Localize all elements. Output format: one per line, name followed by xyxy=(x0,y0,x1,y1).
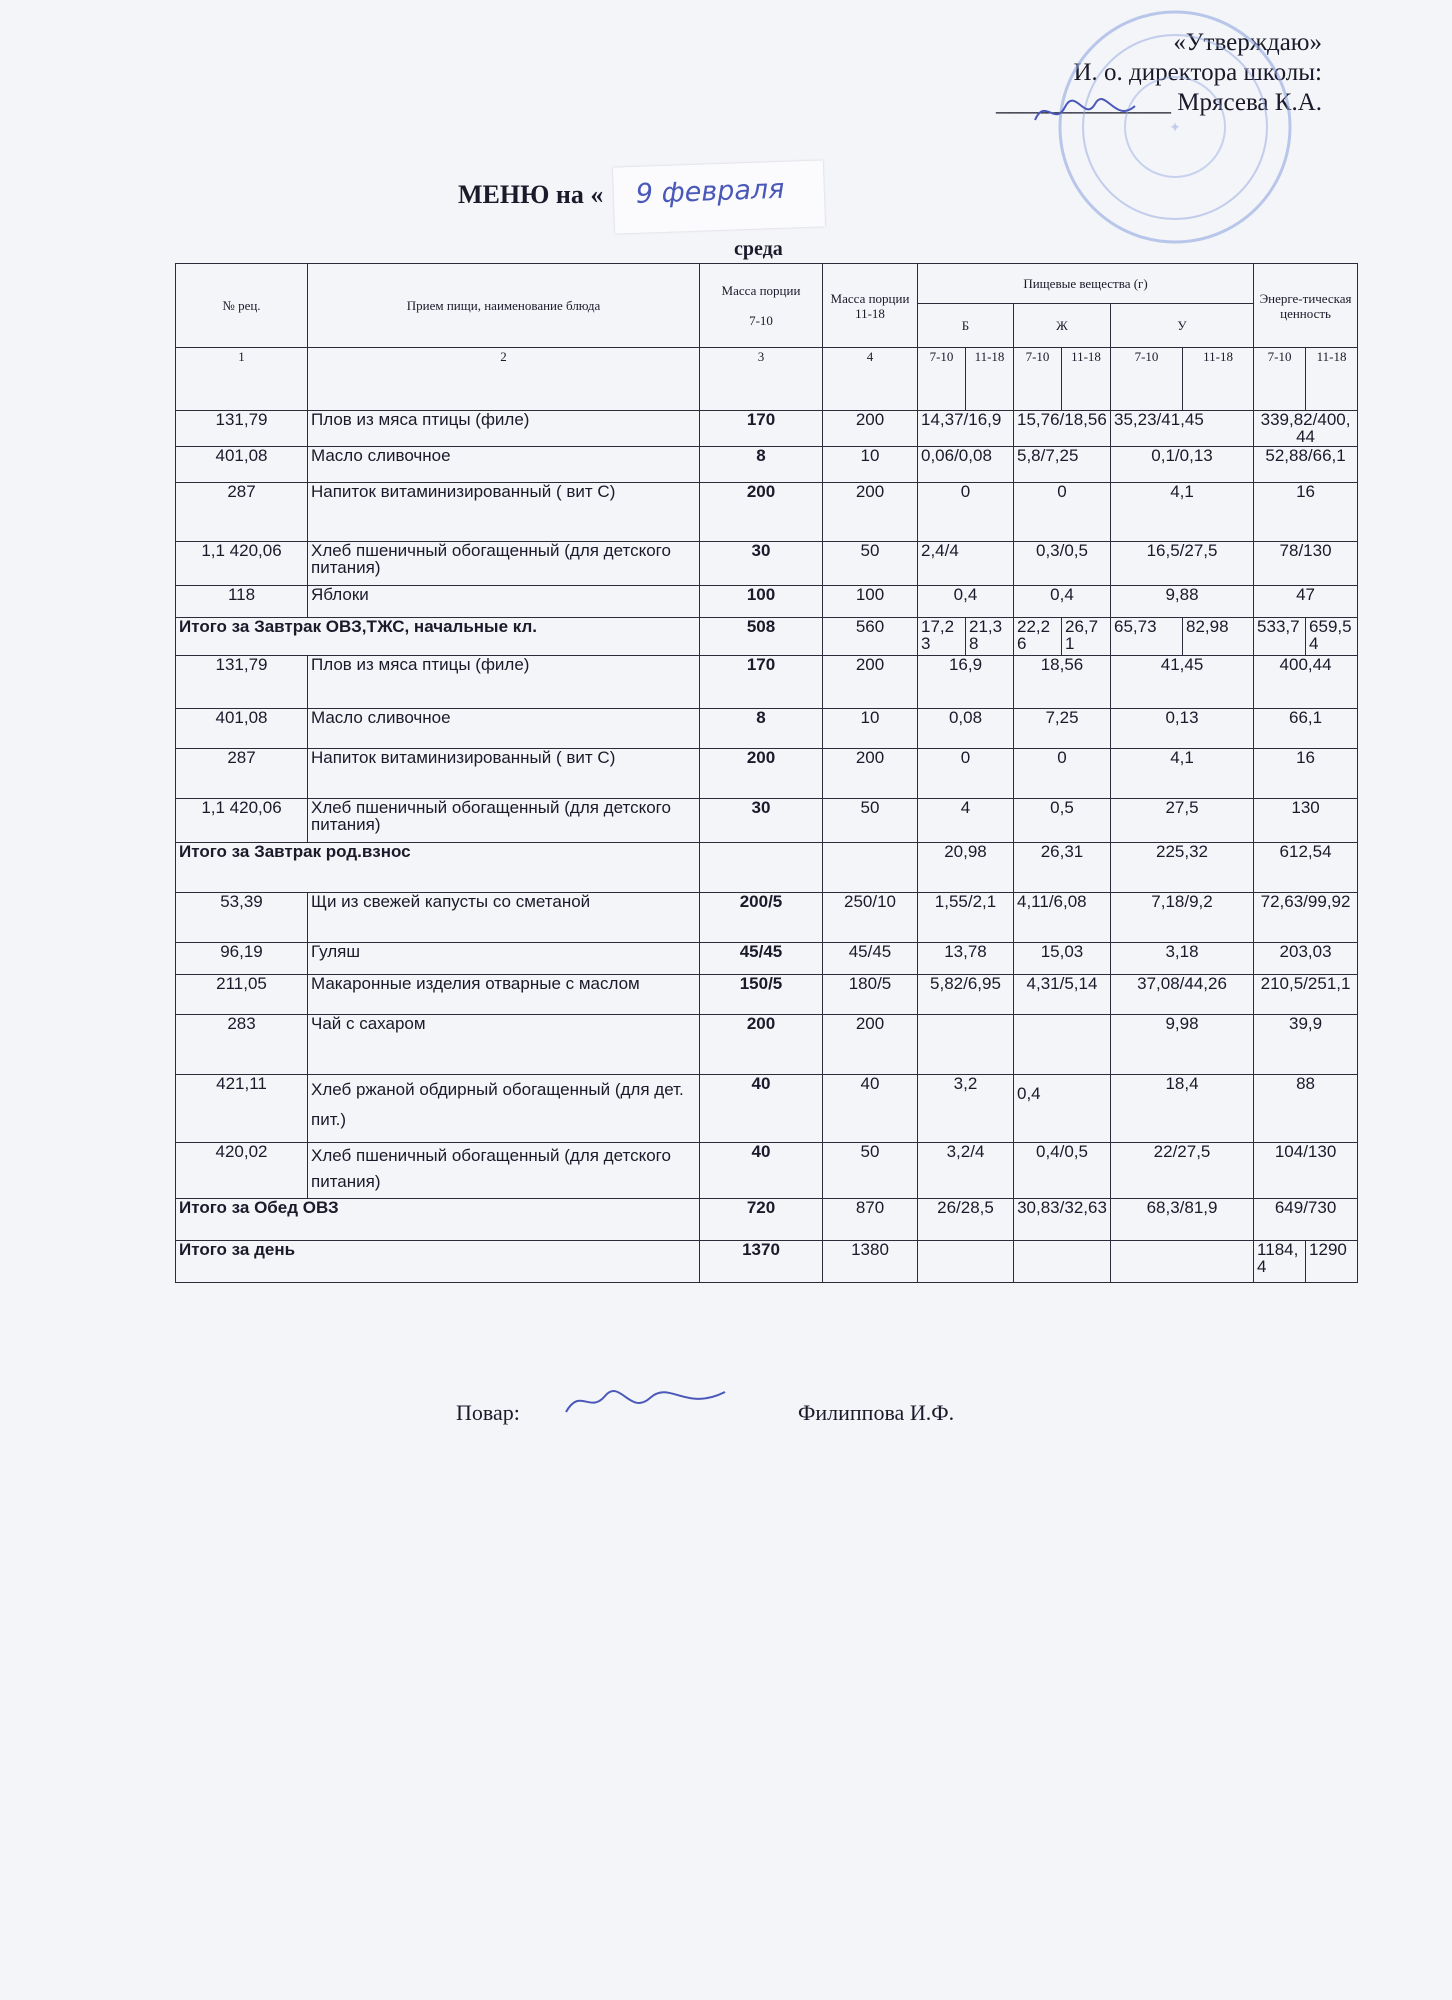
col-num: 3 xyxy=(700,348,823,411)
total-protein xyxy=(918,1241,1014,1283)
mass-11-18: 50 xyxy=(823,799,918,843)
protein: 4 xyxy=(918,799,1014,843)
table-row xyxy=(176,749,1358,799)
mass-7-10: 8 xyxy=(700,709,823,749)
table-row xyxy=(176,709,1358,749)
mass-7-10: 200 xyxy=(700,483,823,542)
fat: 18,56 xyxy=(1014,656,1111,709)
mass-11-18: 200 xyxy=(823,656,918,709)
total-label: Итого за Завтрак ОВЗ,ТЖС, начальные кл. xyxy=(176,618,700,656)
total-label: Итого за Завтрак род.взнос xyxy=(176,843,700,893)
energy: 203,03 xyxy=(1254,943,1358,975)
dish-name: Хлеб пшеничный обогащенный (для детского питания) xyxy=(308,1143,700,1199)
recipe-no: 96,19 xyxy=(176,943,308,975)
dish-name: Напиток витаминизированный ( вит С) xyxy=(308,483,700,542)
dish-name: Макаронные изделия отварные с маслом xyxy=(308,975,700,1015)
recipe-no: 53,39 xyxy=(176,893,308,943)
recipe-no: 1,1 420,06 xyxy=(176,542,308,586)
carbs: 3,18 xyxy=(1111,943,1254,975)
table-row xyxy=(176,1143,1358,1199)
mass-11-18: 250/10 xyxy=(823,893,918,943)
mass-7-10: 30 xyxy=(700,542,823,586)
menu-title: МЕНЮ на « xyxy=(458,180,604,209)
carbs: 35,23/41,45 xyxy=(1111,411,1254,447)
fat: 15,03 xyxy=(1014,943,1111,975)
col-num: 1 xyxy=(176,348,308,411)
cook-name: Филиппова И.Ф. xyxy=(798,1400,955,1425)
total-mass-7-10: 508 xyxy=(700,618,823,656)
recipe-no: 421,11 xyxy=(176,1075,308,1143)
mass-7-10: 200/5 xyxy=(700,893,823,943)
fat: 4,31/5,14 xyxy=(1014,975,1111,1015)
header-recipe-no: № рец. xyxy=(176,264,308,348)
col-num: 2 xyxy=(308,348,700,411)
total-row-breakfast-ovz xyxy=(176,618,1358,656)
carbs: 41,45 xyxy=(1111,656,1254,709)
header-b: Б xyxy=(918,304,1014,348)
protein: 0,08 xyxy=(918,709,1014,749)
total-energy-7-10: 533,7 xyxy=(1254,618,1306,656)
table-row xyxy=(176,799,1358,843)
dish-name: Яблоки xyxy=(308,586,700,618)
mass-11-18: 10 xyxy=(823,447,918,483)
mass-11-18: 50 xyxy=(823,542,918,586)
energy: 210,5/251,1 xyxy=(1254,975,1358,1015)
energy: 52,88/66,1 xyxy=(1254,447,1358,483)
mass-11-18: 200 xyxy=(823,483,918,542)
total-energy: 612,54 xyxy=(1254,843,1358,893)
fat: 0,4/0,5 xyxy=(1014,1143,1111,1199)
total-energy-11-18: 659,54 xyxy=(1306,618,1358,656)
energy: 66,1 xyxy=(1254,709,1358,749)
fat: 0 xyxy=(1014,749,1111,799)
approval-heading: «Утверждаю» xyxy=(1173,29,1322,56)
fat: 4,11/6,08 xyxy=(1014,893,1111,943)
mass-7-10: 200 xyxy=(700,749,823,799)
total-mass-11-18: 560 xyxy=(823,618,918,656)
energy: 130 xyxy=(1254,799,1358,843)
dish-name: Хлеб пшеничный обогащенный (для детского питания) xyxy=(308,542,700,586)
carbs: 9,98 xyxy=(1111,1015,1254,1075)
table-row xyxy=(176,542,1358,586)
header-meal-name: Прием пищи, наименование блюда xyxy=(308,264,700,348)
carbs: 16,5/27,5 xyxy=(1111,542,1254,586)
table-row xyxy=(176,483,1358,542)
total-label: Итого за день xyxy=(176,1241,700,1283)
table-row xyxy=(176,447,1358,483)
total-protein: 26/28,5 xyxy=(918,1199,1014,1241)
total-mass-11-18 xyxy=(823,843,918,893)
date-sticker xyxy=(613,160,825,233)
mass-11-18: 200 xyxy=(823,411,918,447)
carbs: 4,1 xyxy=(1111,749,1254,799)
recipe-no: 287 xyxy=(176,749,308,799)
mass-11-18: 10 xyxy=(823,709,918,749)
total-row-lunch xyxy=(176,1199,1358,1241)
protein: 3,2 xyxy=(918,1075,1014,1143)
fat: 0,4 xyxy=(1014,1075,1111,1143)
fat: 7,25 xyxy=(1014,709,1111,749)
dish-name: Чай с сахаром xyxy=(308,1015,700,1075)
total-energy: 649/730 xyxy=(1254,1199,1358,1241)
protein: 16,9 xyxy=(918,656,1014,709)
mass-11-18: 100 xyxy=(823,586,918,618)
handwritten-date: 9 февраля xyxy=(635,173,785,210)
mass-7-10: 170 xyxy=(700,656,823,709)
table-row xyxy=(176,975,1358,1015)
col-age: 11-18 xyxy=(1306,348,1358,411)
recipe-no: 401,08 xyxy=(176,709,308,749)
total-fat-7-10: 22,26 xyxy=(1014,618,1062,656)
total-energy-7-10: 1184,4 xyxy=(1254,1241,1306,1283)
table-row xyxy=(176,893,1358,943)
fat: 0,3/0,5 xyxy=(1014,542,1111,586)
table-row xyxy=(176,411,1358,447)
col-age: 7-10 xyxy=(1014,348,1062,411)
total-mass-7-10: 720 xyxy=(700,1199,823,1241)
total-protein-7-10: 17,23 xyxy=(918,618,966,656)
dish-name: Масло сливочное xyxy=(308,447,700,483)
protein xyxy=(918,1015,1014,1075)
header-energy: Энерге-тическая ценность xyxy=(1254,264,1358,348)
header-nutrients: Пищевые вещества (г) xyxy=(918,264,1254,304)
dish-name: Напиток витаминизированный ( вит С) xyxy=(308,749,700,799)
recipe-no: 283 xyxy=(176,1015,308,1075)
mass-11-18: 200 xyxy=(823,749,918,799)
header-row-1 xyxy=(176,264,1358,304)
total-row-breakfast-parent xyxy=(176,843,1358,893)
mass-7-10: 8 xyxy=(700,447,823,483)
approval-signer: ______________ Мрясева К.А. xyxy=(995,89,1322,116)
col-age: 7-10 xyxy=(918,348,966,411)
table-row xyxy=(176,656,1358,709)
protein: 13,78 xyxy=(918,943,1014,975)
total-carbs-11-18: 82,98 xyxy=(1183,618,1254,656)
total-row-day xyxy=(176,1241,1358,1283)
energy: 16 xyxy=(1254,483,1358,542)
cook-signature xyxy=(560,1382,730,1422)
recipe-no: 287 xyxy=(176,483,308,542)
col-age: 11-18 xyxy=(966,348,1014,411)
recipe-no: 401,08 xyxy=(176,447,308,483)
fat xyxy=(1014,1015,1111,1075)
col-age: 7-10 xyxy=(1111,348,1183,411)
protein: 1,55/2,1 xyxy=(918,893,1014,943)
total-protein: 20,98 xyxy=(918,843,1014,893)
fat: 0,4 xyxy=(1014,586,1111,618)
total-mass-7-10 xyxy=(700,843,823,893)
carbs: 9,88 xyxy=(1111,586,1254,618)
energy: 339,82/400,44 xyxy=(1254,411,1358,447)
mass-11-18: 50 xyxy=(823,1143,918,1199)
protein: 0 xyxy=(918,749,1014,799)
carbs: 0,1/0,13 xyxy=(1111,447,1254,483)
col-age: 7-10 xyxy=(1254,348,1306,411)
menu-table xyxy=(175,263,1358,1283)
carbs: 37,08/44,26 xyxy=(1111,975,1254,1015)
fat: 15,76/18,56 xyxy=(1014,411,1111,447)
mass-11-18: 180/5 xyxy=(823,975,918,1015)
dish-name: Плов из мяса птицы (филе) xyxy=(308,411,700,447)
total-protein-11-18: 21,38 xyxy=(966,618,1014,656)
total-carbs: 225,32 xyxy=(1111,843,1254,893)
recipe-no: 131,79 xyxy=(176,656,308,709)
carbs: 4,1 xyxy=(1111,483,1254,542)
recipe-no: 420,02 xyxy=(176,1143,308,1199)
total-carbs-7-10: 65,73 xyxy=(1111,618,1183,656)
approval-position: И. о. директора школы: xyxy=(1073,59,1322,86)
director-signature xyxy=(1030,92,1140,132)
total-carbs xyxy=(1111,1241,1254,1283)
energy: 72,63/99,92 xyxy=(1254,893,1358,943)
mass-7-10: 45/45 xyxy=(700,943,823,975)
total-fat: 26,31 xyxy=(1014,843,1111,893)
carbs: 7,18/9,2 xyxy=(1111,893,1254,943)
total-mass-11-18: 870 xyxy=(823,1199,918,1241)
dish-name: Масло сливочное xyxy=(308,709,700,749)
carbs: 22/27,5 xyxy=(1111,1143,1254,1199)
protein: 3,2/4 xyxy=(918,1143,1014,1199)
protein: 0 xyxy=(918,483,1014,542)
total-mass-11-18: 1380 xyxy=(823,1241,918,1283)
total-fat-11-18: 26,71 xyxy=(1062,618,1111,656)
header-mass-7-10: Масса порции 7-10 xyxy=(700,264,823,348)
table-row xyxy=(176,586,1358,618)
total-label: Итого за Обед ОВЗ xyxy=(176,1199,700,1241)
header-numbers-row xyxy=(176,348,1358,411)
energy: 47 xyxy=(1254,586,1358,618)
total-fat: 30,83/32,63 xyxy=(1014,1199,1111,1241)
col-age: 11-18 xyxy=(1062,348,1111,411)
dish-name: Щи из свежей капусты со сметаной xyxy=(308,893,700,943)
dish-name: Плов из мяса птицы (филе) xyxy=(308,656,700,709)
total-fat xyxy=(1014,1241,1111,1283)
mass-7-10: 200 xyxy=(700,1015,823,1075)
fat: 0,5 xyxy=(1014,799,1111,843)
recipe-no: 118 xyxy=(176,586,308,618)
dish-name: Хлеб ржаной обдирный обогащенный (для дет. пит.) xyxy=(308,1075,700,1143)
approval-signer-name: Мрясева К.А. xyxy=(1177,89,1322,116)
energy: 78/130 xyxy=(1254,542,1358,586)
col-age: 11-18 xyxy=(1183,348,1254,411)
fat: 0 xyxy=(1014,483,1111,542)
protein: 0,06/0,08 xyxy=(918,447,1014,483)
fat: 5,8/7,25 xyxy=(1014,447,1111,483)
recipe-no: 211,05 xyxy=(176,975,308,1015)
total-carbs: 68,3/81,9 xyxy=(1111,1199,1254,1241)
mass-7-10: 30 xyxy=(700,799,823,843)
energy: 16 xyxy=(1254,749,1358,799)
col-num: 4 xyxy=(823,348,918,411)
mass-11-18: 45/45 xyxy=(823,943,918,975)
svg-text:✦: ✦ xyxy=(1169,120,1181,136)
mass-7-10: 150/5 xyxy=(700,975,823,1015)
header-mass-11-18: Масса порции 11-18 xyxy=(823,264,918,348)
mass-11-18: 200 xyxy=(823,1015,918,1075)
total-mass-7-10: 1370 xyxy=(700,1241,823,1283)
protein: 2,4/4 xyxy=(918,542,1014,586)
protein: 14,37/16,9 xyxy=(918,411,1014,447)
recipe-no: 131,79 xyxy=(176,411,308,447)
protein: 0,4 xyxy=(918,586,1014,618)
cook-label: Повар: xyxy=(456,1400,520,1425)
total-energy-11-18: 1290 xyxy=(1306,1241,1358,1283)
mass-11-18: 40 xyxy=(823,1075,918,1143)
protein: 5,82/6,95 xyxy=(918,975,1014,1015)
mass-7-10: 40 xyxy=(700,1143,823,1199)
table-row xyxy=(176,943,1358,975)
header-u: У xyxy=(1111,304,1254,348)
table-row xyxy=(176,1015,1358,1075)
header-zh: Ж xyxy=(1014,304,1111,348)
dish-name: Гуляш xyxy=(308,943,700,975)
dish-name: Хлеб пшеничный обогащенный (для детского питания) xyxy=(308,799,700,843)
carbs: 18,4 xyxy=(1111,1075,1254,1143)
mass-7-10: 170 xyxy=(700,411,823,447)
recipe-no: 1,1 420,06 xyxy=(176,799,308,843)
energy: 88 xyxy=(1254,1075,1358,1143)
mass-7-10: 40 xyxy=(700,1075,823,1143)
table-row xyxy=(176,1075,1358,1143)
energy: 39,9 xyxy=(1254,1015,1358,1075)
carbs: 0,13 xyxy=(1111,709,1254,749)
carbs: 27,5 xyxy=(1111,799,1254,843)
energy: 400,44 xyxy=(1254,656,1358,709)
weekday-label: среда xyxy=(734,238,783,260)
mass-7-10: 100 xyxy=(700,586,823,618)
energy: 104/130 xyxy=(1254,1143,1358,1199)
